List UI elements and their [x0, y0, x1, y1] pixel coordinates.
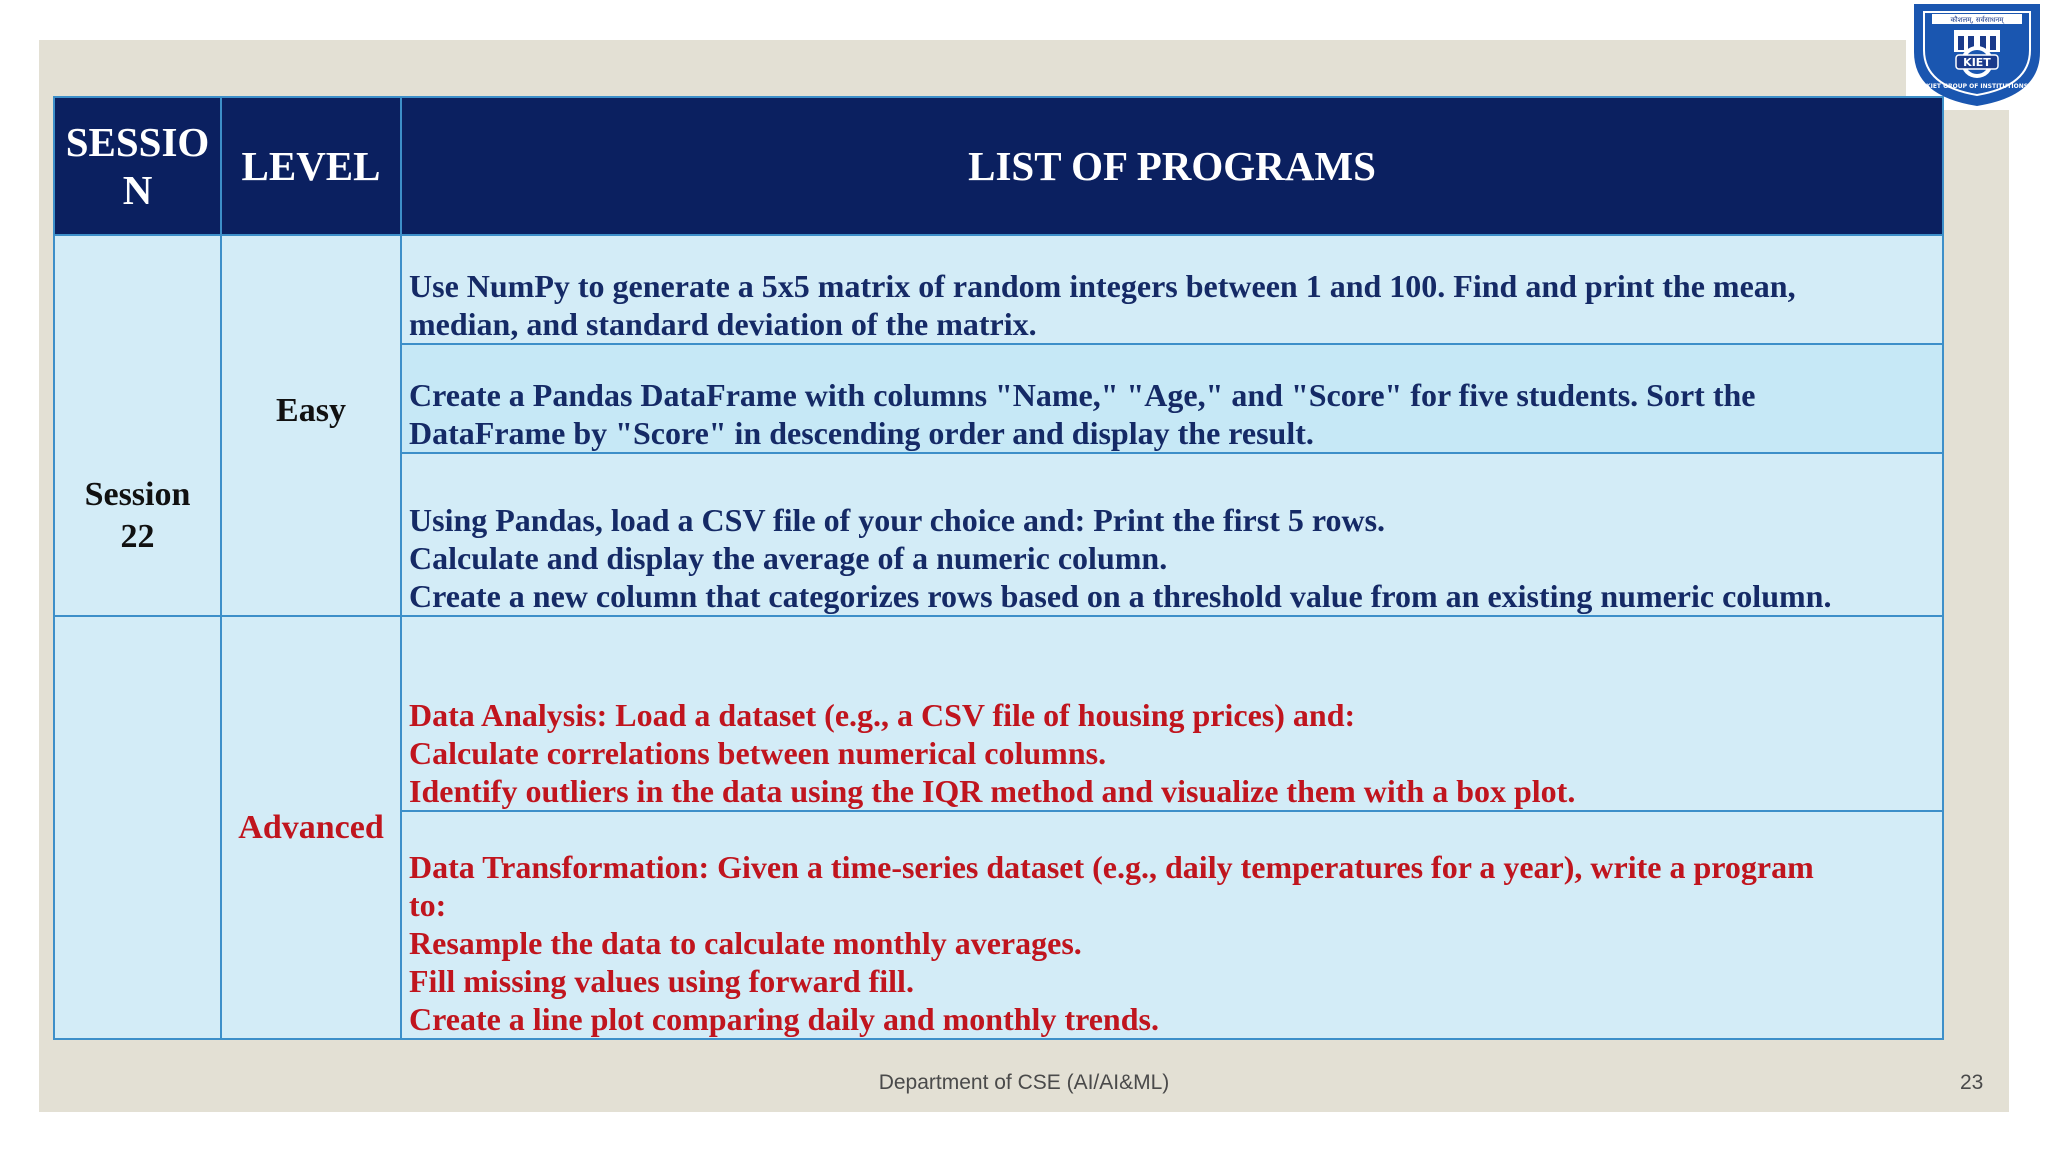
advanced-program-1 [401, 616, 1943, 811]
program-line: to: [409, 887, 447, 923]
level-advanced-cell: Advanced [221, 616, 401, 1039]
session-cell [54, 235, 221, 616]
program-line: Create a line plot comparing daily and monthly trends. [409, 1001, 1159, 1037]
program-line: Resample the data to calculate monthly averages. [409, 925, 1082, 961]
program-line: Calculate and display the average of a numeric column. [409, 540, 1168, 576]
table-header-row [54, 97, 1943, 235]
logo-badge: KIET [1963, 56, 1991, 69]
program-line: Create a Pandas DataFrame with columns "Name," "Age," and "Score" for five students. Sort the [409, 377, 1756, 413]
logo-motto: कौशलम्, सर्वसाधनम् [1950, 16, 2004, 24]
program-line: Create a new column that categorizes rows based on a threshold value from an existing numeric column. [409, 578, 1832, 614]
easy-program-3 [401, 453, 1943, 616]
program-line: Identify outliers in the data using the IQR method and visualize them with a box plot. [409, 773, 1576, 809]
program-line: median, and standard deviation of the matrix. [409, 306, 1037, 342]
programs-table [53, 96, 1944, 1040]
kiet-logo [1906, 0, 2048, 110]
program-line: Calculate correlations between numerical columns. [409, 735, 1107, 771]
level-easy-cell: Easy [221, 235, 401, 616]
program-line: Fill missing values using forward fill. [409, 963, 914, 999]
page-number: 23 [1960, 1071, 1984, 1094]
advanced-program-2 [401, 811, 1943, 1039]
table-row [54, 235, 1943, 344]
header-session [54, 97, 221, 235]
easy-program-2 [401, 344, 1943, 453]
program-line: Data Analysis: Load a dataset (e.g., a CSV file of housing prices) and: [409, 697, 1356, 733]
program-line: Using Pandas, load a CSV file of your choice and: Print the first 5 rows. [409, 502, 1386, 538]
header-list-of-programs: LIST OF PROGRAMS [401, 97, 1943, 235]
session-label: Session 22 [84, 475, 191, 555]
logo-ring-text: KIET GROUP OF INSTITUTIONS [1925, 83, 2029, 90]
program-line: Data Transformation: Given a time-series dataset (e.g., daily temperatures for a year), write a program [409, 849, 1814, 885]
easy-program-1 [401, 235, 1943, 344]
program-line: Use NumPy to generate a 5x5 matrix of random integers between 1 and 100. Find and print the mean, [409, 268, 1796, 304]
program-line: DataFrame by "Score" in descending order and display the result. [409, 415, 1314, 451]
footer-department: Department of CSE (AI/AI&ML) [878, 1071, 1170, 1094]
table-row [54, 616, 1943, 811]
header-level: LEVEL [221, 97, 401, 235]
session-cell-continued [54, 616, 221, 1039]
header-session-label: SESSIO N [65, 119, 210, 213]
